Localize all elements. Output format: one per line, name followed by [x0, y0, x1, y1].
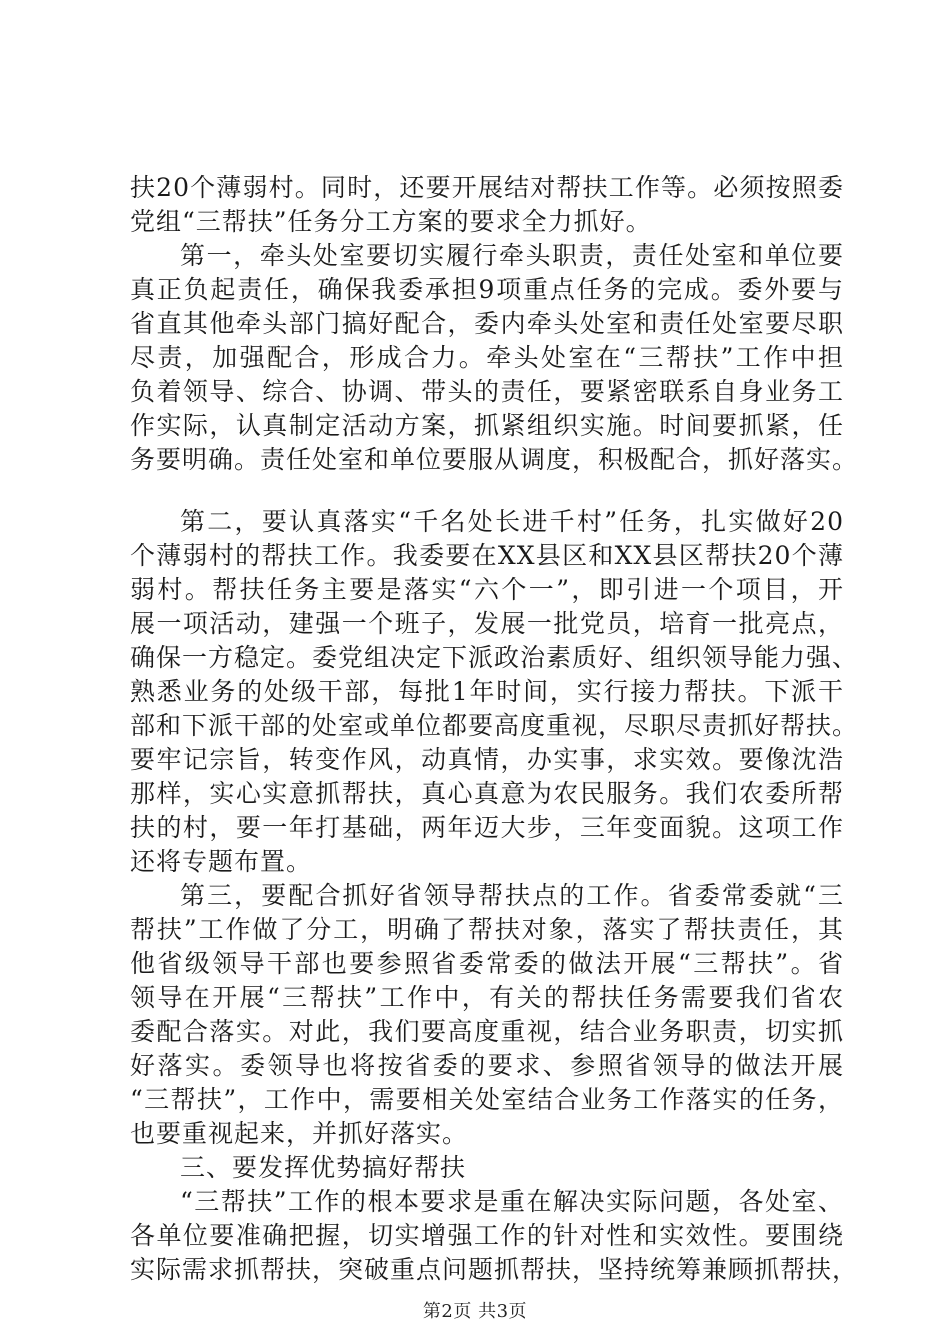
- text-line: 扶的村，要一年打基础，两年迈大步，三年变面貌。这项工作: [130, 813, 844, 842]
- text-line: 负着领导、综合、协调、带头的责任，要紧密联系自身业务工: [130, 377, 844, 406]
- text-line: 第一，牵头处室要切实履行牵头职责，责任处室和单位要: [180, 241, 844, 270]
- text-line: “三帮扶”，工作中，需要相关处室结合业务工作落实的任务，: [130, 1085, 844, 1114]
- text-line: 各单位要准确把握，切实增强工作的针对性和实效性。要围绕: [130, 1221, 844, 1250]
- text-line: 帮扶”工作做了分工，明确了帮扶对象，落实了帮扶责任，其: [130, 915, 844, 944]
- text-line: 部和下派干部的处室或单位都要高度重视，尽职尽责抓好帮扶。: [130, 711, 859, 740]
- text-line: 熟悉业务的处级干部，每批1年时间，实行接力帮扶。下派干: [130, 677, 844, 706]
- text-line: 弱村。帮扶任务主要是落实“六个一”，即引进一个项目，开: [130, 575, 844, 604]
- text-line: 还将专题布置。: [130, 847, 313, 876]
- text-line: 委配合落实。对此，我们要高度重视，结合业务职责，切实抓: [130, 1017, 844, 1046]
- text-line: 他省级领导干部也要参照省委常委的做法开展“三帮扶”。省: [130, 949, 844, 978]
- text-line: 扶20个薄弱村。同时，还要开展结对帮扶工作等。必须按照委: [130, 173, 844, 202]
- text-line: 实际需求抓帮扶，突破重点问题抓帮扶，坚持统筹兼顾抓帮扶，: [130, 1255, 859, 1284]
- text-line: 省直其他牵头部门搞好配合，委内牵头处室和责任处室要尽职: [130, 309, 844, 338]
- text-line: 那样，实心实意抓帮扶，真心真意为农民服务。我们农委所帮: [130, 779, 844, 808]
- text-line: 真正负起责任，确保我委承担9项重点任务的完成。委外要与: [130, 275, 844, 304]
- text-line: 要牢记宗旨，转变作风，动真情，办实事，求实效。要像沈浩: [130, 745, 844, 774]
- text-line: 第二，要认真落实“千名处长进千村”任务，扎实做好20: [180, 507, 844, 536]
- text-line: “三帮扶”工作的根本要求是重在解决实际问题，各处室、: [180, 1187, 844, 1216]
- text-line: 党组“三帮扶”任务分工方案的要求全力抓好。: [130, 207, 652, 236]
- page-footer: 第2页 共3页: [422, 1301, 528, 1322]
- text-line: 作实际，认真制定活动方案，抓紧组织实施。时间要抓紧，任: [130, 411, 844, 440]
- text-line: 尽责，加强配合，形成合力。牵头处室在“三帮扶”工作中担: [130, 343, 844, 372]
- text-line: 好落实。委领导也将按省委的要求、参照省领导的做法开展: [130, 1051, 844, 1080]
- text-line: 个薄弱村的帮扶工作。我委要在XX县区和XX县区帮扶20个薄: [130, 541, 844, 570]
- text-line: 务要明确。责任处室和单位要服从调度，积极配合，抓好落实。: [130, 445, 859, 474]
- text-line: 确保一方稳定。委党组决定下派政治素质好、组织领导能力强、: [130, 643, 859, 672]
- text-line: 展一项活动，建强一个班子，发展一批党员，培育一批亮点，: [130, 609, 844, 638]
- section-heading: 三、要发挥优势搞好帮扶: [180, 1153, 467, 1182]
- text-line: 第三，要配合抓好省领导帮扶点的工作。省委常委就“三: [180, 881, 844, 910]
- text-line: 也要重视起来，并抓好落实。: [130, 1119, 469, 1148]
- text-line: 领导在开展“三帮扶”工作中，有关的帮扶任务需要我们省农: [130, 983, 844, 1012]
